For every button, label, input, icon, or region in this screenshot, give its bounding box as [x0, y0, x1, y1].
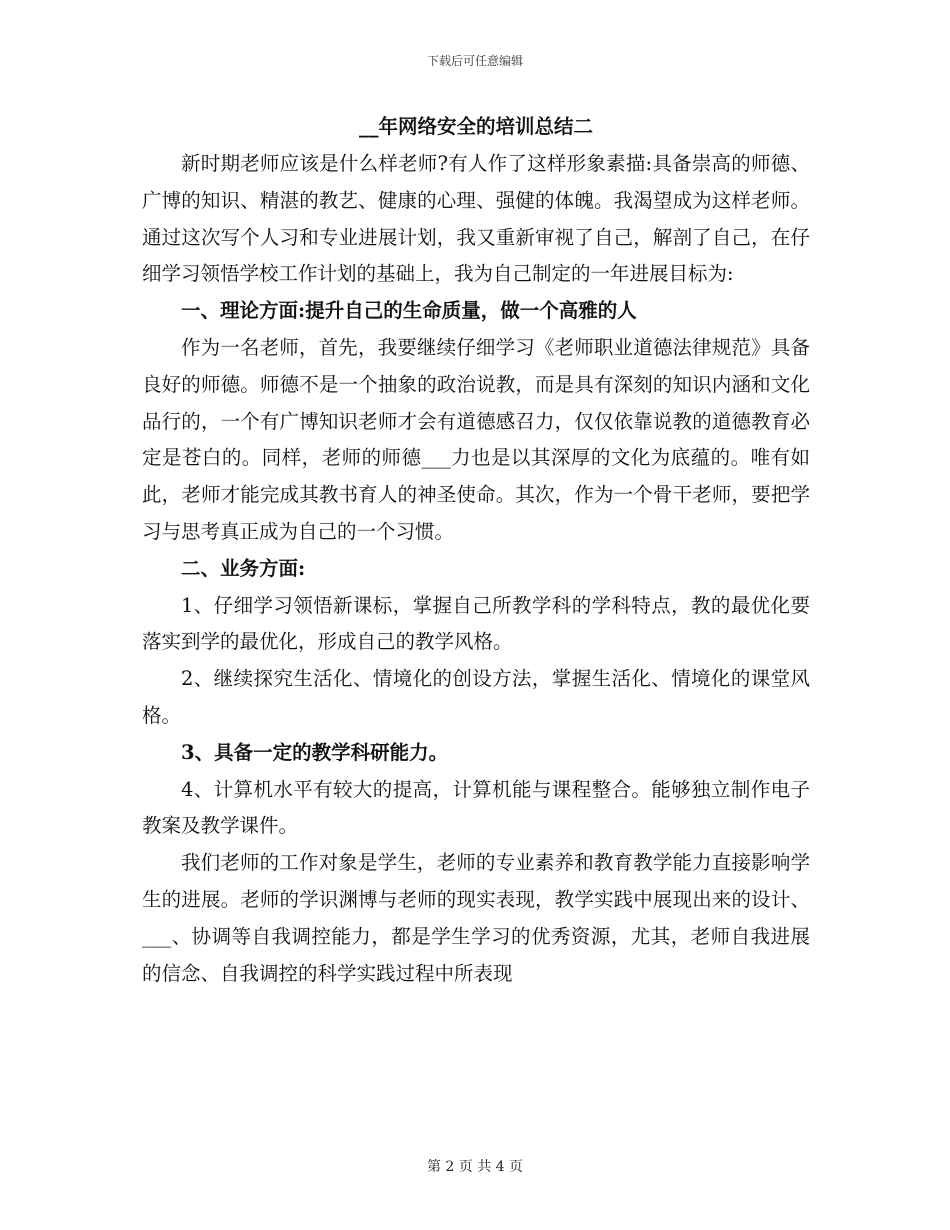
heading-theory: 一、理论方面:提升自己的生命质量，做一个高雅的人 [181, 299, 637, 323]
paragraph-theory: 作为一名老师，首先，我要继续仔细学习《老师职业道德法律规范》具备良好的师德。师德不是一个抽象的政治说教，而是具有深刻的知识内涵和文化品行的，一个有广博知识老师才会有道德感召力，仅仅依靠说教的道德教育必定是苍白的。同样，老师的师德___力也是以其深厚的文化为底蕴的。唯有如此，老师才能完成其教书育人的神圣使命。其次，作为一个骨干老师，要把学习与思考真正成为自己的一个习惯。 [142, 335, 810, 543]
list-item-3: 3、具备一定的教学科研能力。 [181, 740, 449, 764]
paragraph-intro: 新时期老师应该是什么样老师?有人作了这样形象素描:具备崇高的师德、广博的知识、精湛的教艺、健康的心理、强健的体魄。我渴望成为这样老师。通过这次写个人习和专业进展计划，我又重新审视了自己，解剖了自己，在仔细学习领悟学校工作计划的基础上，我为自己制定的一年进展目标为: [142, 152, 810, 286]
list-item-2: 2、继续探究生活化、情境化的创设方法，掌握生活化、情境化的课堂风格。 [142, 667, 810, 727]
list-item-4: 4、计算机水平有较大的提高，计算机能与课程整合。能够独立制作电子教案及教学课件。 [142, 777, 810, 838]
list-item-1: 1、仔细学习领悟新课标，掌握自己所教学科的学科特点，教的最优化要落实到学的最优化，形成自己的教学风格。 [142, 593, 810, 654]
document-body [142, 112, 810, 992]
heading-business: 二、业务方面: [181, 556, 306, 580]
document-title: __年网络安全的培训总结二 [358, 115, 593, 138]
page-number: 第 2 页 共 4 页 [426, 1159, 524, 1175]
paragraph-closing: 我们老师的工作对象是学生，老师的专业素养和教育教学能力直接影响学生的进展。老师的学识渊博与老师的现实表现，教学实践中展现出来的设计、___、协调等自我调控能力，都是学生学习的优秀资源，尤其，老师自我进展的信念、自我调控的科学实践过程中所表现 [142, 851, 810, 985]
page-header: 下载后可任意编辑 [426, 54, 523, 68]
